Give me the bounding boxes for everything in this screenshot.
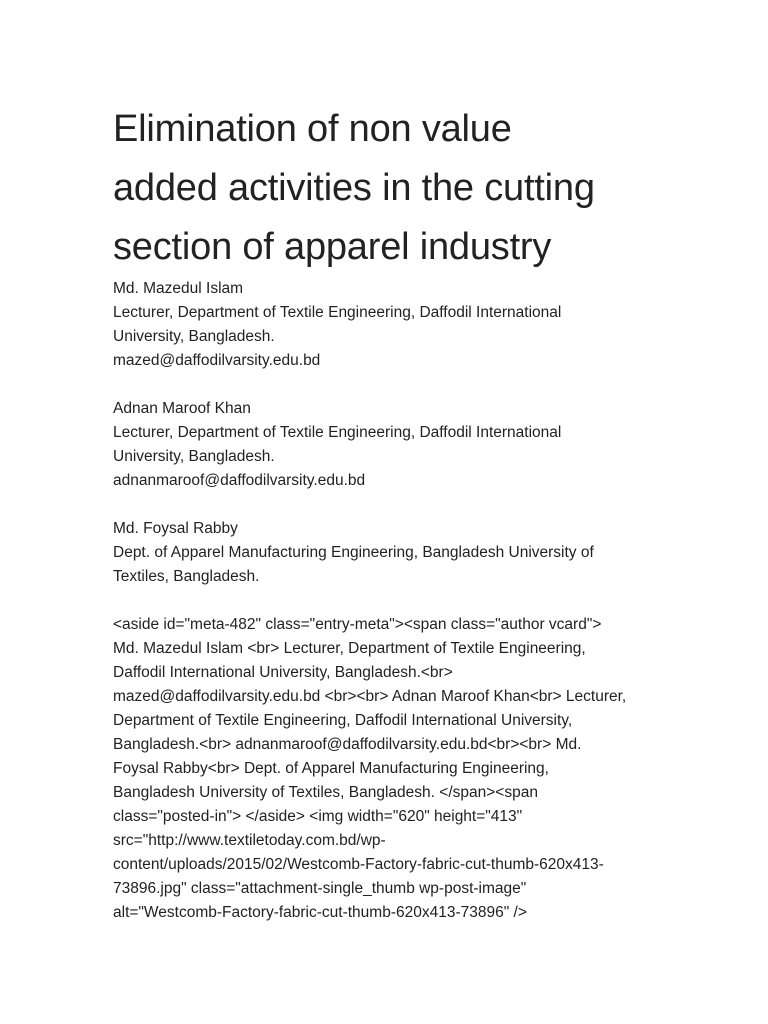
raw-markup-block <box>113 613 663 925</box>
author-email: adnanmaroof@daffodilvarsity.edu.bd <box>113 472 366 489</box>
author-name: Md. Foysal Rabby <box>113 520 238 537</box>
raw-markup-line: 73896.jpg" class="attachment-single_thumb wp-post-image" <box>113 880 527 897</box>
document-page <box>113 100 663 925</box>
author-block <box>113 277 663 373</box>
author-affiliation: Lecturer, Department of Textile Engineering, Daffodil International <box>113 424 562 441</box>
document-title <box>113 100 663 277</box>
document-body <box>113 277 663 925</box>
author-email: mazed@daffodilvarsity.edu.bd <box>113 352 321 369</box>
spacer <box>113 493 663 517</box>
raw-markup-line: Bangladesh University of Textiles, Bangladesh. </span><span <box>113 784 538 801</box>
raw-markup-line: content/uploads/2015/02/Westcomb-Factory-fabric-cut-thumb-620x413- <box>113 856 604 873</box>
raw-markup-line: <aside id="meta-482" class="entry-meta"><span class="author vcard"> <box>113 616 602 633</box>
author-block <box>113 397 663 493</box>
author-affiliation: Textiles, Bangladesh. <box>113 568 260 585</box>
title-line: section of apparel industry <box>113 226 552 268</box>
raw-markup-line: Department of Textile Engineering, Daffodil International University, <box>113 712 573 729</box>
raw-markup-line: src="http://www.textiletoday.com.bd/wp- <box>113 832 386 849</box>
author-affiliation: Lecturer, Department of Textile Engineering, Daffodil International <box>113 304 562 321</box>
author-name: Adnan Maroof Khan <box>113 400 251 417</box>
author-name: Md. Mazedul Islam <box>113 280 244 297</box>
title-line: Elimination of non value <box>113 108 512 150</box>
raw-markup-line: Daffodil International University, Bangladesh.<br> <box>113 664 453 681</box>
raw-markup-line: class="posted-in"> </aside> <img width="620" height="413" <box>113 808 523 825</box>
author-affiliation: Dept. of Apparel Manufacturing Engineering, Bangladesh University of <box>113 544 594 561</box>
raw-markup-line: mazed@daffodilvarsity.edu.bd <br><br> Adnan Maroof Khan<br> Lecturer, <box>113 688 627 705</box>
raw-markup-line: Bangladesh.<br> adnanmaroof@daffodilvarsity.edu.bd<br><br> Md. <box>113 736 582 753</box>
author-block <box>113 517 663 589</box>
raw-markup-line: Foysal Rabby<br> Dept. of Apparel Manufacturing Engineering, <box>113 760 549 777</box>
spacer <box>113 589 663 613</box>
spacer <box>113 373 663 397</box>
title-line: added activities in the cutting <box>113 167 595 209</box>
author-affiliation: University, Bangladesh. <box>113 448 275 465</box>
raw-markup-line: Md. Mazedul Islam <br> Lecturer, Department of Textile Engineering, <box>113 640 586 657</box>
author-affiliation: University, Bangladesh. <box>113 328 275 345</box>
raw-markup-line: alt="Westcomb-Factory-fabric-cut-thumb-620x413-73896" /> <box>113 904 527 921</box>
